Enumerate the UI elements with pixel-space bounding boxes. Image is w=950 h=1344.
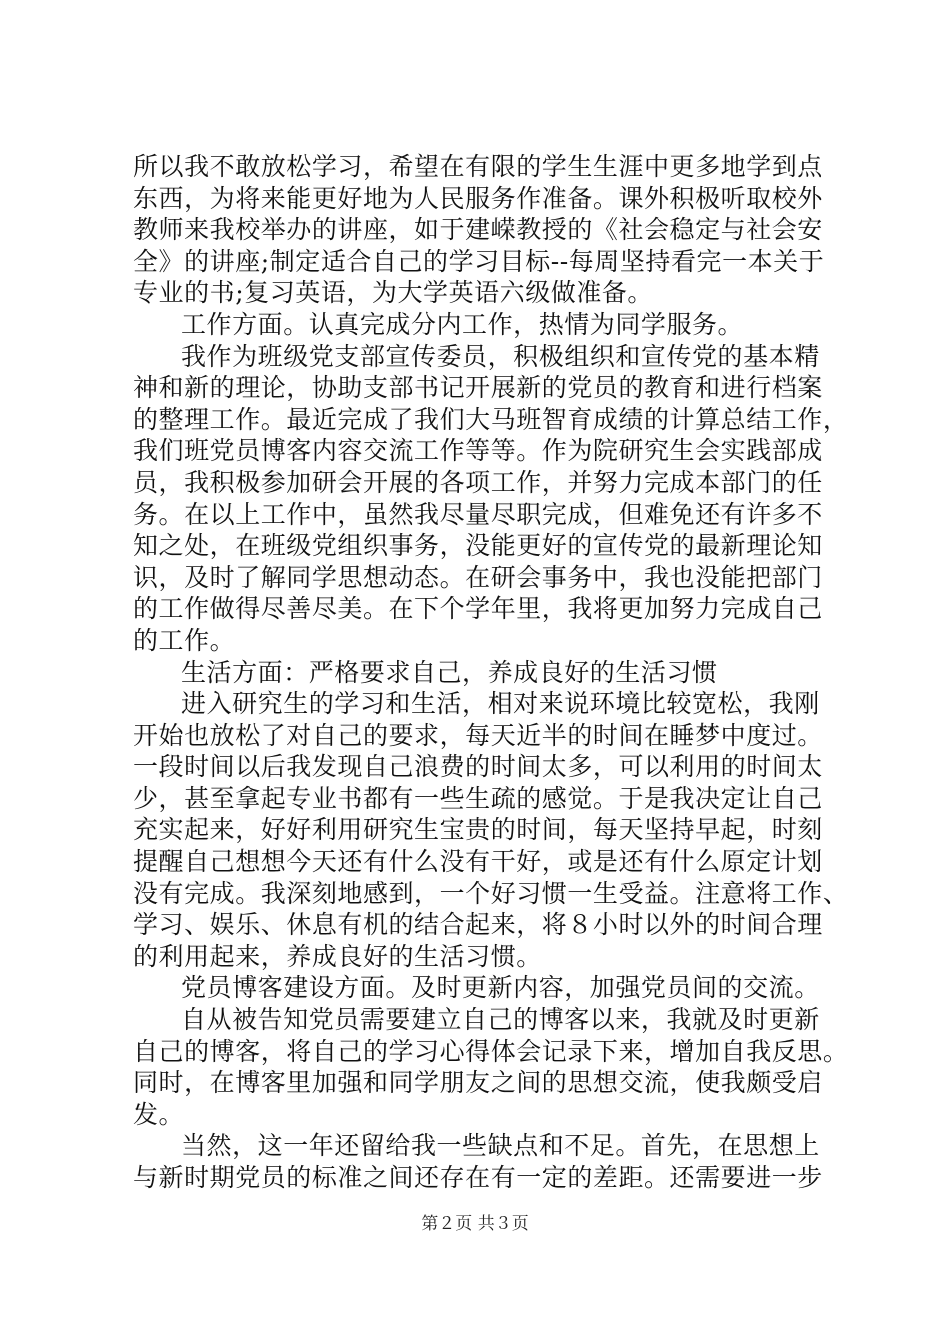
document-body xyxy=(133,151,849,1194)
text-line: 自从被告知党员需要建立自己的博客以来，我就及时更新 xyxy=(181,1005,820,1035)
page-number-footer: 第２页 共３页 xyxy=(421,1214,529,1234)
section-heading-work: 工作方面。认真完成分内工作，热情为同学服务。 xyxy=(181,309,744,339)
text-line: 提醒自己想想今天还有什么没有干好，或是还有什么原定计划 xyxy=(133,847,823,877)
text-line: 的整理工作。最近完成了我们大马班智育成绩的计算总结工作， xyxy=(133,404,849,434)
text-line: 少，甚至拿起专业书都有一些生疏的感觉。于是我决定让自己 xyxy=(133,783,823,813)
text-line: 知之处，在班级党组织事务，没能更好的宣传党的最新理论知 xyxy=(133,531,823,561)
text-line: 与新时期党员的标准之间还存在有一定的差距。还需要进一步 xyxy=(133,1163,823,1192)
text-line: 一段时间以后我发现自己浪费的时间太多，可以利用的时间太 xyxy=(133,752,823,782)
text-line: 全》的讲座;制定适合自己的学习目标--每周坚持看完一本关于 xyxy=(133,246,825,276)
text-line: 发。 xyxy=(133,1099,185,1129)
section-heading-blog: 党员博客建设方面。及时更新内容，加强党员间的交流。 xyxy=(181,973,820,1003)
text-line: 同时，在博客里加强和同学朋友之间的思想交流，使我颇受启 xyxy=(133,1068,823,1098)
text-line: 识，及时了解同学思想动态。在研会事务中，我也没能把部门 xyxy=(133,562,823,592)
text-line: 教师来我校举办的讲座，如于建嵘教授的《社会稳定与社会安 xyxy=(133,215,823,245)
text-line: 的工作做得尽善尽美。在下个学年里，我将更加努力完成自己 xyxy=(133,594,823,624)
text-line: 充实起来，好好利用研究生宝贵的时间，每天坚持早起，时刻 xyxy=(133,815,823,845)
text-line: 专业的书;复习英语，为大学英语六级做准备。 xyxy=(133,278,653,308)
text-line: 自己的博客，将自己的学习心得体会记录下来，增加自我反思。 xyxy=(133,1036,849,1066)
text-line: 没有完成。我深刻地感到，一个好习惯一生受益。注意将工作、 xyxy=(133,878,849,908)
text-line: 员，我积极参加研会开展的各项工作，并努力完成本部门的任 xyxy=(133,467,823,497)
text-line: 东西，为将来能更好地为人民服务作准备。课外积极听取校外 xyxy=(133,183,823,213)
text-line: 学习、娱乐、休息有机的结合起来，将８小时以外的时间合理 xyxy=(133,910,823,940)
section-heading-life: 生活方面：严格要求自己，养成良好的生活习惯 xyxy=(181,657,718,687)
text-line: 的利用起来，养成良好的生活习惯。 xyxy=(133,941,542,971)
text-line: 务。在以上工作中，虽然我尽量尽职完成，但难免还有许多不 xyxy=(133,499,823,529)
text-line: 的工作。 xyxy=(133,625,236,655)
text-line: 我作为班级党支部宣传委员，积极组织和宣传党的基本精 xyxy=(181,341,820,371)
text-line: 开始也放松了对自己的要求，每天近半的时间在睡梦中度过。 xyxy=(133,720,823,750)
text-line: 神和新的理论，协助支部书记开展新的党员的教育和进行档案 xyxy=(133,373,823,403)
text-line: 进入研究生的学习和生活，相对来说环境比较宽松，我刚 xyxy=(181,689,820,719)
text-line: 当然，这一年还留给我一些缺点和不足。首先，在思想上 xyxy=(181,1131,820,1161)
text-line: 所以我不敢放松学习，希望在有限的学生生涯中更多地学到点 xyxy=(133,152,823,181)
text-line: 我们班党员博客内容交流工作等等。作为院研究生会实践部成 xyxy=(133,436,823,466)
